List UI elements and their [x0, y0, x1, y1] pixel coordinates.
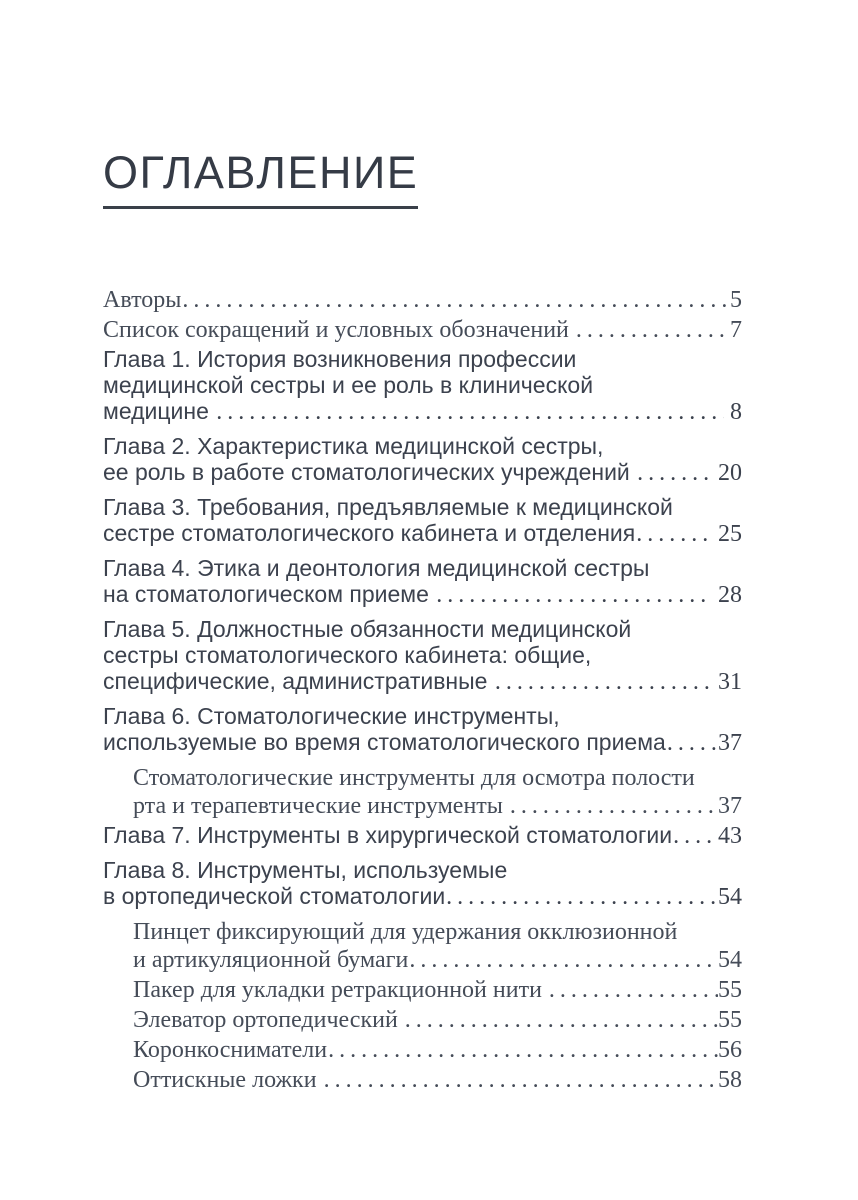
toc-entry-impression-trays: [103, 1066, 742, 1094]
toc-page-number: 8: [724, 399, 742, 425]
toc-entry-label: в ортопедической стоматологии: [103, 883, 446, 909]
toc-entry-label: рта и терапевтические инструменты: [133, 793, 509, 819]
toc-page-number: 28: [712, 582, 742, 608]
toc-entry-chapter-8: [103, 857, 742, 910]
toc-entry-crown-removers: [103, 1036, 742, 1064]
toc-entry-chapter-2: [103, 433, 742, 486]
dot-leader: [509, 792, 718, 820]
toc-entry-chapter-6-sub: [103, 764, 742, 820]
toc-entry-line: Глава 1. История возникновения профессии: [103, 346, 577, 372]
toc-entry-line: Глава 5. Должностные обязанности медицинской: [103, 616, 632, 642]
toc-entry-label: на стоматологическом приеме: [103, 581, 436, 607]
toc-entry-label: Авторы: [103, 287, 182, 313]
toc-page-number: 55: [718, 977, 742, 1003]
toc-entry-chapter-3: [103, 494, 742, 547]
toc-page-number: 43: [718, 823, 742, 849]
toc-entry-line: Глава 3. Требования, предъявляемые к медицинской: [103, 494, 673, 520]
dot-leader: [181, 286, 730, 314]
toc-entry-label: Глава 7. Инструменты в хирургической стоматологии: [103, 822, 673, 848]
toc-page-number: 37: [718, 730, 742, 756]
toc-entry-authors: [103, 286, 742, 314]
toc-entry-tweezers: [103, 918, 742, 974]
toc-entry-abbreviations: [103, 316, 742, 344]
toc-entry-label: Элеватор ортопедический: [133, 1007, 404, 1033]
dot-leader: [404, 1006, 718, 1034]
dot-leader: [435, 581, 712, 608]
toc-list: [103, 286, 742, 1094]
toc-entry-label: медицине: [103, 398, 216, 424]
toc-entry-chapter-6: [103, 703, 742, 756]
dot-leader: [323, 1066, 718, 1094]
toc-entry-chapter-5: [103, 616, 742, 695]
dot-leader: [672, 822, 718, 849]
toc-page-number: 25: [712, 521, 742, 547]
toc-entry-line: сестры стоматологического кабинета: общие,: [103, 642, 592, 668]
toc-page-number: 54: [718, 884, 742, 910]
toc-entry-label: ее роль в работе стоматологических учреждений: [103, 459, 637, 485]
toc-entry-elevator: [103, 1006, 742, 1034]
toc-entry-line: Глава 4. Этика и деонтология медицинской сестры: [103, 555, 650, 581]
toc-page-number: 7: [730, 317, 742, 343]
toc-entry-line: Глава 6. Стоматологические инструменты,: [103, 703, 560, 729]
dot-leader: [445, 883, 718, 910]
toc-entry-label: и артикуляционной бумаги: [133, 947, 409, 973]
toc-entry-line: Пинцет фиксирующий для удержания окклюзионной: [133, 919, 678, 945]
toc-entry-line: Глава 2. Характеристика медицинской сестры,: [103, 433, 604, 459]
toc-page-number: 31: [712, 669, 742, 695]
toc-entry-label: Пакер для укладки ретракционной нити: [133, 977, 548, 1003]
toc-entry-chapter-4: [103, 555, 742, 608]
toc-page-number: 5: [730, 287, 742, 313]
toc-page-number: 56: [718, 1037, 742, 1063]
toc-page-number: 20: [712, 460, 742, 486]
dot-leader: [327, 1036, 718, 1064]
toc-entry-label: Список сокращений и условных обозначений: [103, 317, 575, 343]
dot-leader: [575, 316, 730, 344]
dot-leader: [215, 398, 724, 425]
toc-entry-chapter-1: [103, 346, 742, 425]
toc-page-number: 55: [718, 1007, 742, 1033]
dot-leader: [548, 976, 718, 1004]
toc-entry-label: используемые во время стоматологического приема: [103, 729, 666, 755]
page-title: ОГЛАВЛЕНИЕ: [103, 150, 418, 209]
toc-page-number: 54: [718, 947, 742, 973]
toc-entry-packer: [103, 976, 742, 1004]
dot-leader: [636, 459, 712, 486]
toc-entry-label: специфические, административные: [103, 668, 494, 694]
toc-entry-chapter-7: [103, 822, 742, 849]
dot-leader: [635, 520, 712, 547]
toc-entry-label: Оттискные ложки: [133, 1067, 323, 1093]
dot-leader: [408, 946, 718, 974]
dot-leader: [666, 729, 718, 756]
toc-page-number: 37: [718, 793, 742, 819]
toc-entry-line: Стоматологические инструменты для осмотра полости: [133, 765, 695, 791]
toc-entry-label: сестре стоматологического кабинета и отделения: [103, 520, 636, 546]
toc-entry-label: Коронкосниматели: [133, 1037, 328, 1063]
toc-entry-line: Глава 8. Инструменты, используемые: [103, 857, 508, 883]
toc-page-number: 58: [718, 1067, 742, 1093]
dot-leader: [494, 668, 712, 695]
toc-entry-line: медицинской сестры и ее роль в клинической: [103, 372, 594, 398]
